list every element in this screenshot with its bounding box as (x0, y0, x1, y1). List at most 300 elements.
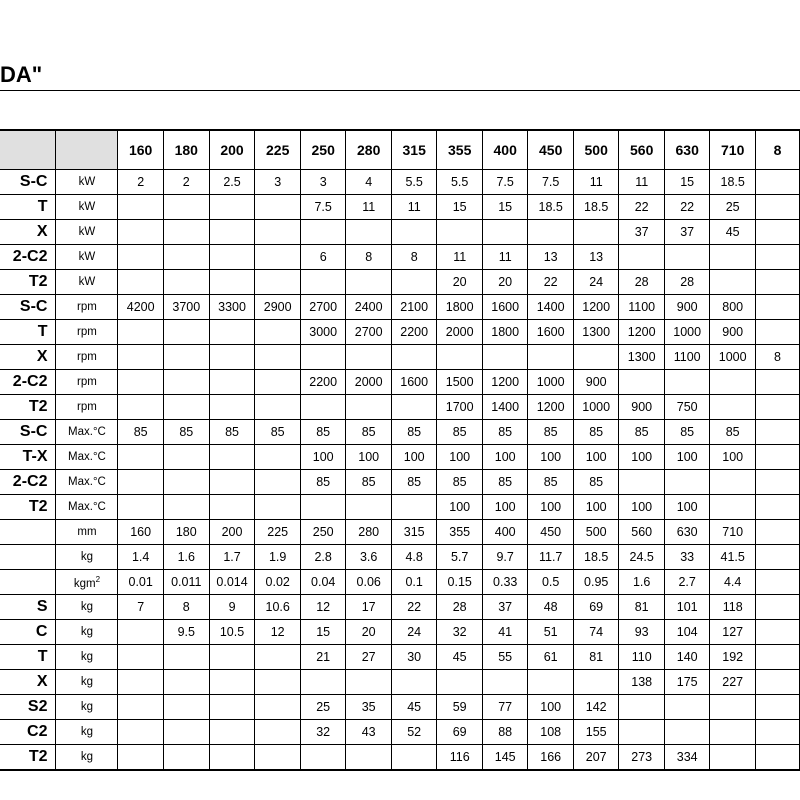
value-cell: 500 (573, 520, 619, 545)
value-cell: 28 (437, 595, 483, 620)
value-cell: 22 (528, 270, 574, 295)
value-cell: 100 (528, 495, 574, 520)
value-cell: 7.5 (300, 195, 346, 220)
value-cell: 28 (664, 270, 710, 295)
row-unit (56, 320, 118, 345)
value-cell: 1700 (437, 395, 483, 420)
table-row (0, 220, 800, 245)
value-cell (118, 195, 164, 220)
value-cell (346, 495, 392, 520)
value-cell (209, 270, 255, 295)
row-unit (56, 745, 118, 771)
value-cell: 61 (528, 645, 574, 670)
value-cell: 85 (573, 470, 619, 495)
value-cell (391, 270, 437, 295)
value-cell (209, 345, 255, 370)
table-row (0, 520, 800, 545)
table-row (0, 570, 800, 595)
size-header-cell: 355 (437, 130, 483, 170)
value-cell: 85 (391, 470, 437, 495)
size-header-cell: 200 (209, 130, 255, 170)
value-cell: 155 (573, 720, 619, 745)
value-cell (346, 220, 392, 245)
row-unit (56, 170, 118, 195)
value-cell (755, 370, 799, 395)
value-cell: 110 (619, 645, 665, 670)
value-cell: 9 (209, 595, 255, 620)
title-divider (0, 90, 800, 91)
table-row (0, 320, 800, 345)
value-cell: 100 (482, 445, 528, 470)
value-cell: 11.7 (528, 545, 574, 570)
value-cell: 355 (437, 520, 483, 545)
value-cell: 315 (391, 520, 437, 545)
value-cell (118, 320, 164, 345)
value-cell: 20 (482, 270, 528, 295)
row-label: X (0, 670, 56, 695)
value-cell: 100 (437, 445, 483, 470)
value-cell: 37 (619, 220, 665, 245)
value-cell (391, 745, 437, 771)
value-cell (255, 395, 301, 420)
value-cell: 33 (664, 545, 710, 570)
value-cell (255, 645, 301, 670)
table-row (0, 445, 800, 470)
value-cell: 560 (619, 520, 665, 545)
value-cell: 85 (482, 420, 528, 445)
value-cell: 55 (482, 645, 528, 670)
value-cell (755, 545, 799, 570)
value-cell: 2100 (391, 295, 437, 320)
value-cell: 1000 (573, 395, 619, 420)
table-row (0, 420, 800, 445)
value-cell (163, 495, 209, 520)
value-cell (255, 345, 301, 370)
row-unit (56, 345, 118, 370)
value-cell (391, 345, 437, 370)
value-cell: 400 (482, 520, 528, 545)
value-cell: 4200 (118, 295, 164, 320)
size-header-cell: 710 (710, 130, 756, 170)
value-cell: 100 (482, 495, 528, 520)
value-cell: 5.7 (437, 545, 483, 570)
value-cell: 11 (482, 245, 528, 270)
value-cell (209, 745, 255, 771)
value-cell (300, 395, 346, 420)
value-cell: 0.5 (528, 570, 574, 595)
value-cell (255, 270, 301, 295)
table-row (0, 720, 800, 745)
value-cell (118, 695, 164, 720)
value-cell: 2700 (300, 295, 346, 320)
value-cell (118, 470, 164, 495)
row-unit (56, 395, 118, 420)
value-cell (710, 720, 756, 745)
value-cell (619, 245, 665, 270)
value-cell: 12 (255, 620, 301, 645)
value-cell: 4.8 (391, 545, 437, 570)
unit-text: kW (78, 226, 96, 238)
value-cell: 1000 (664, 320, 710, 345)
value-cell (664, 470, 710, 495)
size-header-cell: 250 (300, 130, 346, 170)
value-cell (163, 270, 209, 295)
row-unit (56, 645, 118, 670)
table-row (0, 245, 800, 270)
value-cell: 1.4 (118, 545, 164, 570)
value-cell (755, 470, 799, 495)
table-row (0, 745, 800, 771)
value-cell: 1.6 (619, 570, 665, 595)
value-cell: 2000 (437, 320, 483, 345)
value-cell: 10.5 (209, 620, 255, 645)
value-cell: 20 (437, 270, 483, 295)
value-cell: 85 (528, 470, 574, 495)
value-cell (664, 695, 710, 720)
value-cell: 35 (346, 695, 392, 720)
value-cell (163, 195, 209, 220)
value-cell: 1800 (437, 295, 483, 320)
value-cell: 1200 (619, 320, 665, 345)
value-cell: 900 (573, 370, 619, 395)
value-cell: 100 (619, 495, 665, 520)
row-label: S-C (0, 295, 56, 320)
size-header-cell: 225 (255, 130, 301, 170)
value-cell: 18.5 (710, 170, 756, 195)
value-cell (755, 695, 799, 720)
row-label: S2 (0, 695, 56, 720)
value-cell (755, 395, 799, 420)
value-cell (209, 445, 255, 470)
value-cell: 81 (573, 645, 619, 670)
value-cell (619, 720, 665, 745)
value-cell (118, 720, 164, 745)
unit-text: kg (80, 701, 94, 713)
value-cell (163, 345, 209, 370)
value-cell: 0.33 (482, 570, 528, 595)
value-cell (255, 445, 301, 470)
value-cell (755, 570, 799, 595)
value-cell: 8 (163, 595, 209, 620)
table-row (0, 620, 800, 645)
value-cell: 1.7 (209, 545, 255, 570)
value-cell (163, 745, 209, 771)
value-cell: 0.1 (391, 570, 437, 595)
unit-text: kW (78, 251, 96, 263)
value-cell: 100 (664, 495, 710, 520)
value-cell (755, 595, 799, 620)
row-label: 2-C2 (0, 245, 56, 270)
value-cell: 175 (664, 670, 710, 695)
value-cell: 24 (573, 270, 619, 295)
value-cell (118, 620, 164, 645)
value-cell: 45 (437, 645, 483, 670)
value-cell (755, 720, 799, 745)
value-cell: 2900 (255, 295, 301, 320)
value-cell (163, 395, 209, 420)
value-cell: 41 (482, 620, 528, 645)
row-label: T (0, 195, 56, 220)
value-cell: 100 (573, 445, 619, 470)
value-cell: 5.5 (391, 170, 437, 195)
value-cell (300, 345, 346, 370)
value-cell: 900 (664, 295, 710, 320)
value-cell: 1300 (619, 345, 665, 370)
row-label: T (0, 320, 56, 345)
value-cell: 85 (209, 420, 255, 445)
value-cell: 28 (619, 270, 665, 295)
value-cell: 85 (118, 420, 164, 445)
row-label: T-X (0, 445, 56, 470)
value-cell (209, 670, 255, 695)
value-cell (346, 670, 392, 695)
value-cell (255, 745, 301, 771)
value-cell: 450 (528, 520, 574, 545)
value-cell (391, 495, 437, 520)
value-cell: 13 (528, 245, 574, 270)
row-unit (56, 495, 118, 520)
value-cell (209, 495, 255, 520)
row-label (0, 545, 56, 570)
value-cell (619, 370, 665, 395)
value-cell: 25 (710, 195, 756, 220)
unit-superscript: 2 (95, 574, 101, 584)
row-label: T2 (0, 745, 56, 771)
value-cell: 900 (710, 320, 756, 345)
value-cell: 4.4 (710, 570, 756, 595)
value-cell (755, 220, 799, 245)
value-cell: 15 (300, 620, 346, 645)
size-header-cell: 160 (118, 130, 164, 170)
unit-text: kgm (73, 577, 96, 590)
value-cell: 8 (346, 245, 392, 270)
row-unit (56, 545, 118, 570)
value-cell (300, 670, 346, 695)
table-row (0, 395, 800, 420)
value-cell (664, 370, 710, 395)
value-cell: 0.01 (118, 570, 164, 595)
value-cell: 11 (346, 195, 392, 220)
value-cell: 192 (710, 645, 756, 670)
row-unit (56, 195, 118, 220)
value-cell: 5.5 (437, 170, 483, 195)
value-cell: 127 (710, 620, 756, 645)
value-cell (710, 495, 756, 520)
value-cell (255, 370, 301, 395)
value-cell: 1600 (391, 370, 437, 395)
value-cell: 9.5 (163, 620, 209, 645)
value-cell (482, 345, 528, 370)
value-cell: 138 (619, 670, 665, 695)
value-cell (209, 395, 255, 420)
value-cell: 118 (710, 595, 756, 620)
row-unit (56, 695, 118, 720)
value-cell (163, 320, 209, 345)
value-cell: 2 (163, 170, 209, 195)
value-cell: 2400 (346, 295, 392, 320)
value-cell: 160 (118, 520, 164, 545)
value-cell: 48 (528, 595, 574, 620)
value-cell: 800 (710, 295, 756, 320)
value-cell: 273 (619, 745, 665, 771)
value-cell: 11 (573, 170, 619, 195)
value-cell (710, 270, 756, 295)
value-cell: 74 (573, 620, 619, 645)
value-cell: 0.02 (255, 570, 301, 595)
value-cell: 225 (255, 520, 301, 545)
table-row (0, 545, 800, 570)
row-label: 2-C2 (0, 470, 56, 495)
value-cell: 334 (664, 745, 710, 771)
unit-text: kW (78, 276, 96, 288)
value-cell: 0.014 (209, 570, 255, 595)
value-cell: 22 (391, 595, 437, 620)
value-cell: 85 (573, 420, 619, 445)
value-cell: 1400 (482, 395, 528, 420)
value-cell: 145 (482, 745, 528, 771)
value-cell: 1500 (437, 370, 483, 395)
value-cell: 280 (346, 520, 392, 545)
value-cell: 85 (664, 420, 710, 445)
value-cell: 8 (755, 345, 799, 370)
value-cell: 166 (528, 745, 574, 771)
value-cell: 85 (437, 470, 483, 495)
value-cell: 32 (300, 720, 346, 745)
value-cell: 0.15 (437, 570, 483, 595)
value-cell (118, 645, 164, 670)
value-cell: 2200 (391, 320, 437, 345)
value-cell (755, 170, 799, 195)
value-cell (255, 695, 301, 720)
value-cell (528, 345, 574, 370)
value-cell (209, 470, 255, 495)
value-cell: 22 (664, 195, 710, 220)
value-cell (755, 445, 799, 470)
value-cell (755, 320, 799, 345)
value-cell: 1200 (482, 370, 528, 395)
row-unit (56, 470, 118, 495)
row-label: T (0, 645, 56, 670)
row-label: S-C (0, 170, 56, 195)
value-cell: 3 (255, 170, 301, 195)
value-cell (710, 745, 756, 771)
value-cell: 37 (664, 220, 710, 245)
value-cell: 15 (437, 195, 483, 220)
value-cell: 142 (573, 695, 619, 720)
row-unit (56, 720, 118, 745)
unit-text: Max.°C (68, 426, 106, 438)
value-cell: 1600 (482, 295, 528, 320)
value-cell (255, 245, 301, 270)
row-label: X (0, 345, 56, 370)
value-cell: 27 (346, 645, 392, 670)
unit-text: kg (80, 676, 94, 688)
value-cell: 100 (710, 445, 756, 470)
size-header-cell: 560 (619, 130, 665, 170)
value-cell: 85 (300, 420, 346, 445)
value-cell: 2.7 (664, 570, 710, 595)
size-header-cell: 180 (163, 130, 209, 170)
unit-text: Max.°C (68, 451, 106, 463)
unit-text: Max.°C (68, 501, 106, 513)
table-row (0, 170, 800, 195)
value-cell: 100 (619, 445, 665, 470)
value-cell (710, 245, 756, 270)
row-label (0, 520, 56, 545)
value-cell (209, 720, 255, 745)
value-cell: 7.5 (482, 170, 528, 195)
value-cell: 10.6 (255, 595, 301, 620)
value-cell: 100 (664, 445, 710, 470)
value-cell: 1200 (528, 395, 574, 420)
value-cell: 24 (391, 620, 437, 645)
value-cell (300, 270, 346, 295)
value-cell (710, 395, 756, 420)
value-cell: 32 (437, 620, 483, 645)
value-cell (755, 245, 799, 270)
value-cell: 0.011 (163, 570, 209, 595)
value-cell (482, 670, 528, 695)
value-cell: 2200 (300, 370, 346, 395)
value-cell (209, 320, 255, 345)
unit-text: rpm (77, 376, 97, 388)
header-unit-cell (56, 130, 118, 170)
value-cell (118, 220, 164, 245)
value-cell: 18.5 (573, 545, 619, 570)
size-header-cell: 500 (573, 130, 619, 170)
value-cell (255, 495, 301, 520)
value-cell: 1.6 (163, 545, 209, 570)
value-cell: 22 (619, 195, 665, 220)
value-cell (573, 220, 619, 245)
size-header-cell: 400 (482, 130, 528, 170)
value-cell: 85 (482, 470, 528, 495)
value-cell (163, 445, 209, 470)
value-cell: 7.5 (528, 170, 574, 195)
value-cell: 2 (118, 170, 164, 195)
row-unit (56, 220, 118, 245)
value-cell: 1100 (664, 345, 710, 370)
row-label: S-C (0, 420, 56, 445)
value-cell (255, 670, 301, 695)
value-cell: 85 (391, 420, 437, 445)
row-unit (56, 595, 118, 620)
value-cell: 108 (528, 720, 574, 745)
value-cell: 101 (664, 595, 710, 620)
value-cell: 250 (300, 520, 346, 545)
value-cell: 77 (482, 695, 528, 720)
value-cell (755, 670, 799, 695)
value-cell (391, 670, 437, 695)
row-label: T2 (0, 395, 56, 420)
value-cell (209, 195, 255, 220)
value-cell: 100 (437, 495, 483, 520)
value-cell: 20 (346, 620, 392, 645)
value-cell: 1.9 (255, 545, 301, 570)
value-cell: 710 (710, 520, 756, 545)
value-cell: 69 (437, 720, 483, 745)
value-cell: 85 (346, 420, 392, 445)
value-cell (755, 295, 799, 320)
value-cell (710, 370, 756, 395)
value-cell: 85 (528, 420, 574, 445)
value-cell: 100 (528, 445, 574, 470)
unit-text: kg (80, 626, 94, 638)
row-unit (56, 445, 118, 470)
value-cell: 116 (437, 745, 483, 771)
value-cell (163, 370, 209, 395)
unit-text: kg (80, 601, 94, 613)
